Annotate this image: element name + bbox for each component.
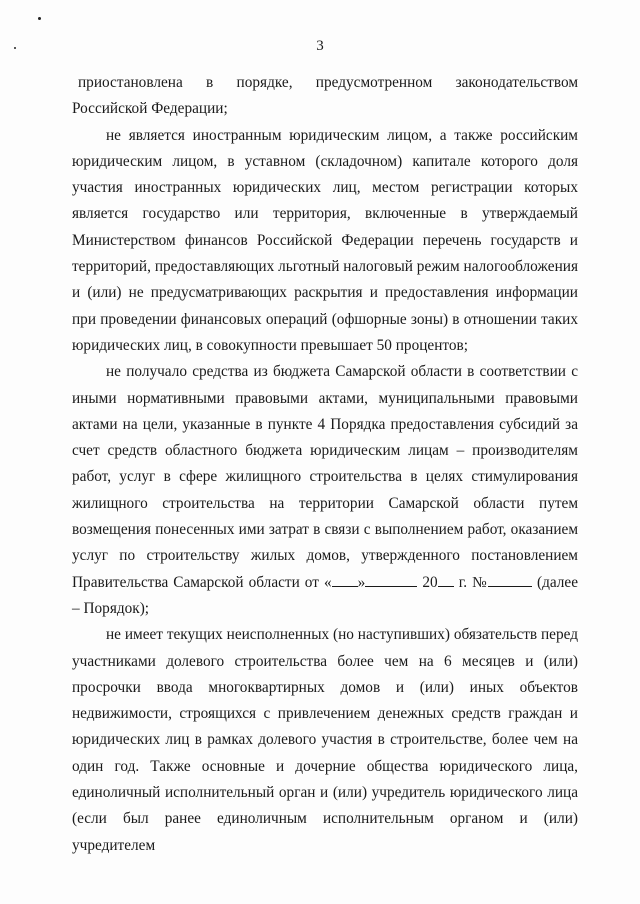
page-number: 3 [316,38,324,54]
number-blank [488,573,532,587]
date-close-quote: » [357,573,366,591]
scan-speck [38,17,41,20]
paragraph-budget-funds-text: не получало средства из бюджета Самарской области в соответствии с иными нормативными правовыми актами, муниципальными правовыми актами на цели, указанные в пункте 4 Порядка предоставления субсидий за счет средств областного бюджета юридическим лицам – производителям работ, услуг в сфере жилищного строительства в целях стимулирования жилищного строительства на территории Самарской области путем возмещения понесенных ими затрат в связи с выполнением работ, оказанием услуг по строительству жилых домов, утвержденного постановлением Правительства Самарской области от [72,363,578,591]
paragraph-foreign-entity: не является иностранным юридическим лицом, а также российским юридическим лицом, в уставном (складочном) капитале которого доля участия иностранных юридических лиц, местом регистрации которых является государство или территория, включенные в утверждаемый Министерством финансов Российской Федерации перечень государств и территорий, предоставляющих льготный налоговый режим налогообложения и (или) не предусматривающих раскрытия и предоставления информации при проведении финансовых операций (офшорные зоны) в отношении таких юридических лиц, в совокупности превышает 50 процентов; [72,126,578,354]
year-suffix: г. [458,573,468,591]
day-blank [332,573,358,587]
paragraph-obligations: не имеет текущих неисполненных (но наступивших) обязательств перед участниками долевого строительства более чем на 6 месяцев и (или) просрочки ввода многоквартирных домов и (или) иных объектов недвижимости, строящихся с привлечением денежных средств граждан и юридических лиц в рамках долевого участия в строительстве, более чем на один год. Также основные и дочерние общества юридического лица, единоличный исполнительный орган и (или) учредитель юридического лица (если был ранее единоличным исполнительным органом и (или) учредителем [72,626,578,854]
number-sign: № [472,573,488,591]
year-prefix: 20 [422,573,438,591]
month-blank [365,573,417,587]
document-body [72,70,578,859]
year-blank [438,573,454,587]
date-open-quote: « [323,573,332,591]
paragraph-suspension: приостановлена в порядке, предусмотренном законодательством Российской Федерации; [72,74,578,118]
paragraph-budget-funds [72,359,578,622]
paragraph-budget-funds-tail: (далее – Порядок); [72,573,578,617]
